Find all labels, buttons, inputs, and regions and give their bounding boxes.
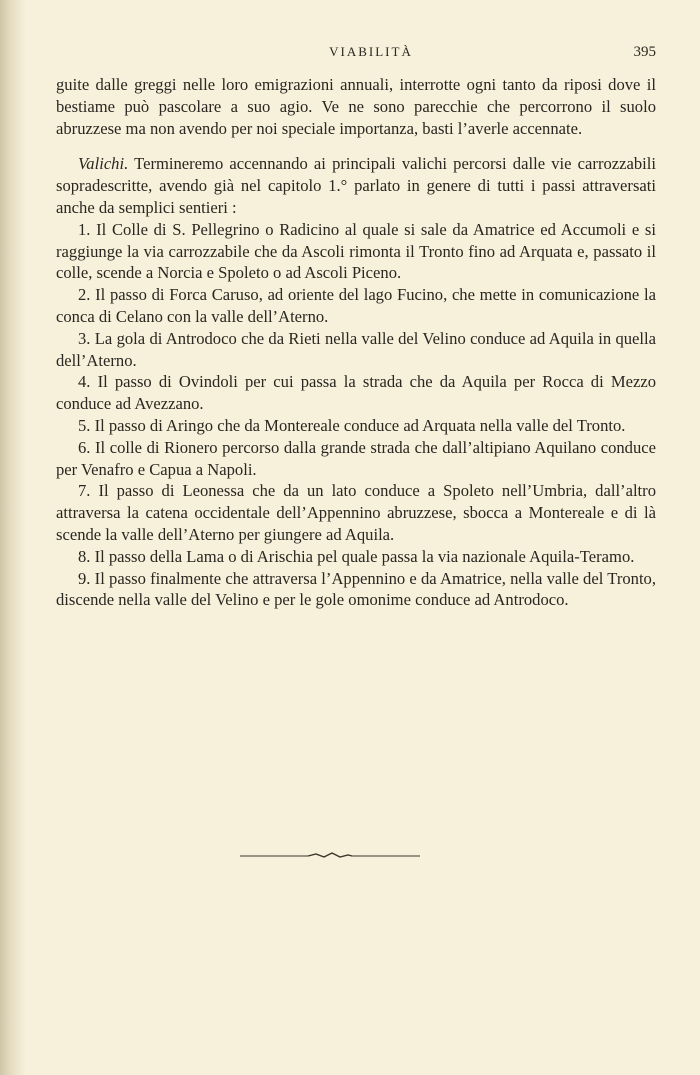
valichi-paragraph <box>56 153 656 218</box>
list-item-2: 2. Il passo di Forca Caruso, ad oriente del lago Fucino, che mette in comunicazione la conca di Celano con la valle dell’Aterno. <box>56 285 656 326</box>
list-item-3: 3. La gola di Antrodoco che da Rieti nella valle del Velino conduce ad Aquila in quella dell’Aterno. <box>56 328 656 370</box>
book-page <box>56 44 656 611</box>
page-number: 395 <box>633 44 656 60</box>
end-ornament-divider <box>240 848 420 864</box>
list-item-4: 4. Il passo di Ovindoli per cui passa la strada che da Aquila per Rocca di Mezzo conduce ad Avezzano. <box>56 372 656 414</box>
list-item-6: 6. Il colle di Rionero percorso dalla grande strada che dall’altipiano Aquilano conduce per Venafro e Capua a Napoli. <box>56 437 656 479</box>
valichi-heading: Valichi. <box>78 154 129 174</box>
list-item-9: 9. Il passo finalmente che attraversa l’Appennino e da Amatrice, nella valle del Tronto, discende nella valle del Velino e per le gole omonime conduce ad Antrodoco. <box>56 568 656 610</box>
body-text <box>56 74 656 611</box>
list-item-7: 7. Il passo di Leonessa che da un lato conduce a Spoleto nell’Umbria, dall’altro attraversa la catena occidentale dell’Appennino abruzzese, sbocca a Montereale e di là scende la valle dell’Aterno per giungere ad Aquila. <box>56 481 656 544</box>
binding-gutter-shadow <box>0 0 26 1075</box>
intro-paragraph: guite dalle greggi nelle loro emigrazioni annuali, interrotte ogni tanto da riposi dove il bestiame può pascolare a suo agio. Ve ne sono parecchie che percorrono il suolo abruzzese ma non avendo per noi speciale importanza, basti l’averle accennate. <box>56 75 656 138</box>
running-title: VIABILITÀ <box>329 44 413 59</box>
list-item-5: 5. Il passo di Aringo che da Montereale conduce ad Arquata nella valle del Tronto. <box>78 415 626 435</box>
list-item-8: 8. Il passo della Lama o di Arischia pel quale passa la via nazionale Aquila-Teramo. <box>78 546 635 566</box>
page-header <box>56 44 656 74</box>
list-item-1: 1. Il Colle di S. Pellegrino o Radicino al quale si sale da Amatrice ed Accumoli e si raggiunge la via carrozzabile che da Ascoli rimonta il Tronto fino ad Arquata e, passato il colle, scende a Norcia e Spoleto o ad Ascoli Piceno. <box>56 219 656 283</box>
valichi-text: Termineremo accennando ai principali valichi percorsi dalle vie carrozzabili sopradescritte, avendo già nel capitolo 1.° parlato in genere di tutti i passi attraversati anche da semplici sentieri : <box>56 154 656 217</box>
